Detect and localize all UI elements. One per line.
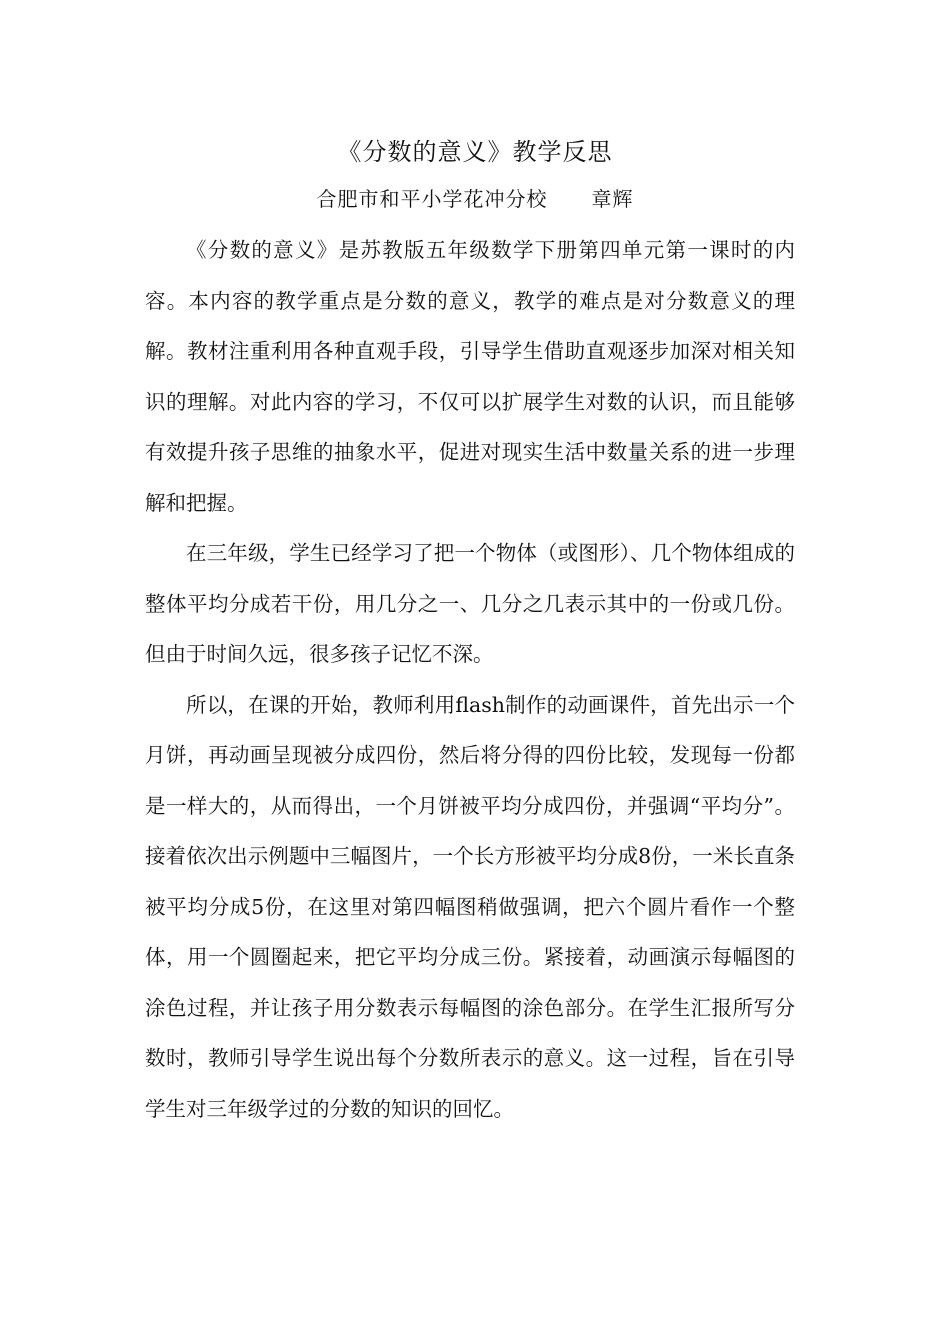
author-name: 章辉 [591,187,634,211]
document-title: 《分数的意义》教学反思 [337,138,613,166]
author-line [0,182,950,216]
paragraph-1: 《分数的意义》是苏教版五年级数学下册第四单元第一课时的内容。本内容的教学重点是分数的意义，教学的难点是对分数意义的理解。教材注重利用各种直观手段，引导学生借助直观逐步加深对相关知识的理解。对此内容的学习，不仅可以扩展学生对数的认识，而且能够有效提升孩子思维的抽象水平，促进对现实生活中数量关系的进一步理解和把握。 [145,238,795,515]
author-school: 合肥市和平小学花冲分校 [316,187,548,211]
paragraph-3: 所以，在课的开始，教师利用flash制作的动画课件，首先出示一个月饼，再动画呈现被分成四份，然后将分得的四份比较，发现每一份都是一样大的，从而得出，一个月饼被平均分成四份，并强调“平均分”。接着依次出示例题中三幅图片，一个长方形被平均分成8份，一米长直条被平均分成5份，在这里对第四幅图稍做强调，把六个圆片看作一个整体，用一个圆圈起来，把它平均分成三份。紧接着，动画演示每幅图的涂色过程，并让孩子用分数表示每幅图的涂色部分。在学生汇报所写分数时，教师引导学生说出每个分数所表示的意义。这一过程，旨在引导学生对三年级学过的分数的知识的回忆。 [145,692,795,1121]
document-body [145,225,795,1134]
paragraph-2: 在三年级，学生已经学习了把一个物体（或图形）、几个物体组成的整体平均分成若干份，用几分之一、几分之几表示其中的一份或几份。但由于时间久远，很多孩子记忆不深。 [145,541,795,666]
